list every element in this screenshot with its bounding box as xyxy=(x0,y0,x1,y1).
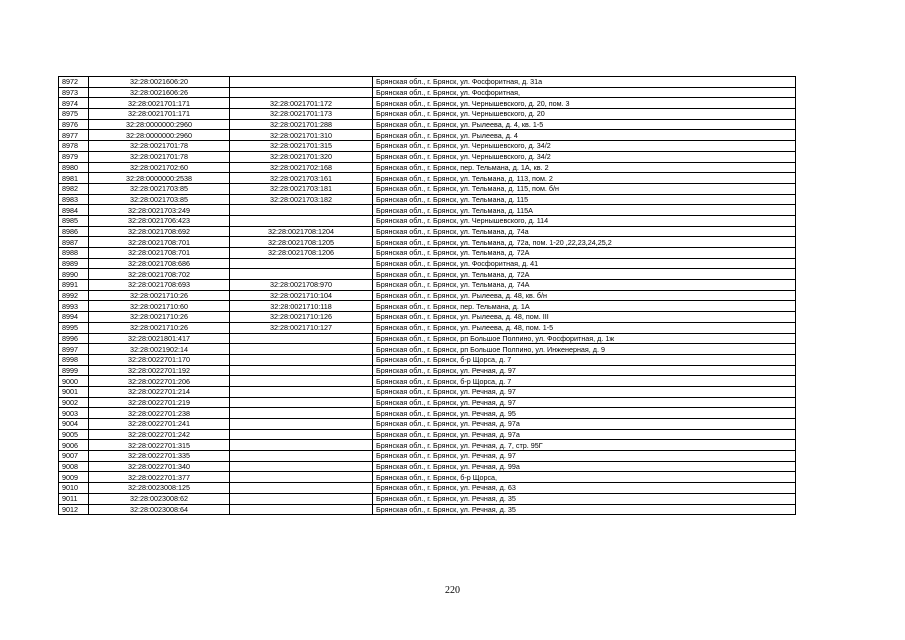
table-row xyxy=(59,130,796,141)
row-number-cell: 8980 xyxy=(59,162,89,173)
table-row xyxy=(59,248,796,259)
cadastral-number-cell: 32:28:0022701:335 xyxy=(89,451,230,462)
row-number-cell: 8975 xyxy=(59,109,89,120)
address-cell: Брянская обл., г. Брянск, ул. Тельмана, д. 72А xyxy=(373,269,796,280)
table-row xyxy=(59,194,796,205)
linked-cadastral-number-cell: 32:28:0021703:182 xyxy=(230,194,373,205)
row-number-cell: 8999 xyxy=(59,365,89,376)
page-number: 220 xyxy=(445,585,460,596)
table-row xyxy=(59,354,796,365)
linked-cadastral-number-cell: 32:28:0021701:315 xyxy=(230,141,373,152)
linked-cadastral-number-cell xyxy=(230,354,373,365)
cadastral-number-cell: 32:28:0023008:125 xyxy=(89,483,230,494)
address-cell: Брянская обл., г. Брянск, ул. Речная, д. 7, стр. 95Г xyxy=(373,440,796,451)
table-row xyxy=(59,205,796,216)
cadastral-number-cell: 32:28:0021708:693 xyxy=(89,280,230,291)
linked-cadastral-number-cell xyxy=(230,440,373,451)
cadastral-number-cell: 32:28:0022701:242 xyxy=(89,429,230,440)
linked-cadastral-number-cell: 32:28:0021710:126 xyxy=(230,312,373,323)
address-cell: Брянская обл., г. Брянск, ул. Тельмана, д. 74А xyxy=(373,280,796,291)
address-cell: Брянская обл., г. Брянск, ул. Речная, д. 97а xyxy=(373,419,796,430)
row-number-cell: 8996 xyxy=(59,333,89,344)
row-number-cell: 9011 xyxy=(59,493,89,504)
cadastral-number-cell: 32:28:0021703:249 xyxy=(89,205,230,216)
table-row xyxy=(59,87,796,98)
cadastral-number-cell: 32:28:0021606:26 xyxy=(89,87,230,98)
address-cell: Брянская обл., г. Брянск, ул. Тельмана, д. 115, пом. б/н xyxy=(373,183,796,194)
row-number-cell: 8972 xyxy=(59,77,89,88)
linked-cadastral-number-cell xyxy=(230,365,373,376)
table-row xyxy=(59,451,796,462)
cadastral-number-cell: 32:28:0022701:340 xyxy=(89,461,230,472)
table-row xyxy=(59,333,796,344)
linked-cadastral-number-cell xyxy=(230,258,373,269)
cadastral-number-cell: 32:28:0021606:20 xyxy=(89,77,230,88)
table-row xyxy=(59,312,796,323)
cadastral-number-cell: 32:28:0022701:315 xyxy=(89,440,230,451)
linked-cadastral-number-cell xyxy=(230,386,373,397)
cadastral-number-cell: 32:28:0021710:26 xyxy=(89,312,230,323)
row-number-cell: 9000 xyxy=(59,376,89,387)
address-cell: Брянская обл., г. Брянск, б-р Щорса, д. 7 xyxy=(373,354,796,365)
row-number-cell: 9009 xyxy=(59,472,89,483)
linked-cadastral-number-cell xyxy=(230,376,373,387)
table-row xyxy=(59,504,796,515)
row-number-cell: 8983 xyxy=(59,194,89,205)
cadastral-number-cell: 32:28:0021708:701 xyxy=(89,237,230,248)
registry-table-body xyxy=(59,77,796,515)
row-number-cell: 8992 xyxy=(59,290,89,301)
cadastral-number-cell: 32:28:0021701:171 xyxy=(89,109,230,120)
linked-cadastral-number-cell xyxy=(230,451,373,462)
row-number-cell: 8998 xyxy=(59,354,89,365)
table-row xyxy=(59,483,796,494)
cadastral-number-cell: 32:28:0022701:214 xyxy=(89,386,230,397)
address-cell: Брянская обл., г. Брянск, б-р Щорса, xyxy=(373,472,796,483)
linked-cadastral-number-cell xyxy=(230,77,373,88)
row-number-cell: 9003 xyxy=(59,408,89,419)
address-cell: Брянская обл., г. Брянск, ул. Речная, д. 97 xyxy=(373,451,796,462)
linked-cadastral-number-cell: 32:28:0021701:320 xyxy=(230,151,373,162)
address-cell: Брянская обл., г. Брянск, ул. Рылеева, д. 48, пом. III xyxy=(373,312,796,323)
linked-cadastral-number-cell xyxy=(230,461,373,472)
address-cell: Брянская обл., г. Брянск, пер. Тельмана, д. 1А xyxy=(373,301,796,312)
row-number-cell: 8997 xyxy=(59,344,89,355)
address-cell: Брянская обл., г. Брянск, ул. Речная, д. 99а xyxy=(373,461,796,472)
cadastral-number-cell: 32:28:0021708:701 xyxy=(89,248,230,259)
linked-cadastral-number-cell: 32:28:0021703:161 xyxy=(230,173,373,184)
cadastral-number-cell: 32:28:0022701:219 xyxy=(89,397,230,408)
address-cell: Брянская обл., г. Брянск, ул. Чернышевского, д. 34/2 xyxy=(373,151,796,162)
address-cell: Брянская обл., г. Брянск, ул. Речная, д. 95 xyxy=(373,408,796,419)
linked-cadastral-number-cell: 32:28:0021701:288 xyxy=(230,119,373,130)
row-number-cell: 8994 xyxy=(59,312,89,323)
table-row xyxy=(59,472,796,483)
row-number-cell: 8991 xyxy=(59,280,89,291)
row-number-cell: 8974 xyxy=(59,98,89,109)
row-number-cell: 8985 xyxy=(59,215,89,226)
cadastral-number-cell: 32:28:0000000:2538 xyxy=(89,173,230,184)
row-number-cell: 9012 xyxy=(59,504,89,515)
table-row xyxy=(59,237,796,248)
cadastral-number-cell: 32:28:0000000:2960 xyxy=(89,119,230,130)
table-row xyxy=(59,419,796,430)
cadastral-number-cell: 32:28:0021702:60 xyxy=(89,162,230,173)
cadastral-number-cell: 32:28:0023008:64 xyxy=(89,504,230,515)
address-cell: Брянская обл., г. Брянск, ул. Речная, д. 63 xyxy=(373,483,796,494)
address-cell: Брянская обл., г. Брянск, ул. Речная, д. 97 xyxy=(373,386,796,397)
row-number-cell: 9005 xyxy=(59,429,89,440)
table-row xyxy=(59,344,796,355)
cadastral-number-cell: 32:28:0021710:60 xyxy=(89,301,230,312)
row-number-cell: 8988 xyxy=(59,248,89,259)
linked-cadastral-number-cell: 32:28:0021708:1206 xyxy=(230,248,373,259)
linked-cadastral-number-cell: 32:28:0021703:181 xyxy=(230,183,373,194)
cadastral-number-cell: 32:28:0021902:14 xyxy=(89,344,230,355)
linked-cadastral-number-cell xyxy=(230,429,373,440)
address-cell: Брянская обл., г. Брянск, ул. Фосфоритная, xyxy=(373,87,796,98)
address-cell: Брянская обл., г. Брянск, б-р Щорса, д. 7 xyxy=(373,376,796,387)
linked-cadastral-number-cell xyxy=(230,483,373,494)
address-cell: Брянская обл., г. Брянск, ул. Тельмана, д. 113, пом. 2 xyxy=(373,173,796,184)
table-row xyxy=(59,280,796,291)
row-number-cell: 9004 xyxy=(59,419,89,430)
address-cell: Брянская обл., г. Брянск, рп Большое Полпино, ул. Фосфоритная, д. 1ж xyxy=(373,333,796,344)
cadastral-number-cell: 32:28:0022701:206 xyxy=(89,376,230,387)
table-row xyxy=(59,493,796,504)
linked-cadastral-number-cell: 32:28:0021708:1204 xyxy=(230,226,373,237)
address-cell: Брянская обл., г. Брянск, ул. Речная, д. 35 xyxy=(373,493,796,504)
table-row xyxy=(59,290,796,301)
row-number-cell: 9006 xyxy=(59,440,89,451)
cadastral-number-cell: 32:28:0021703:85 xyxy=(89,194,230,205)
cadastral-number-cell: 32:28:0021701:171 xyxy=(89,98,230,109)
row-number-cell: 8979 xyxy=(59,151,89,162)
cadastral-number-cell: 32:28:0021703:85 xyxy=(89,183,230,194)
property-registry-table xyxy=(58,76,796,515)
table-row xyxy=(59,226,796,237)
cadastral-number-cell: 32:28:0021706:423 xyxy=(89,215,230,226)
address-cell: Брянская обл., г. Брянск, ул. Рылеева, д. 48, кв. б/н xyxy=(373,290,796,301)
table-row xyxy=(59,301,796,312)
row-number-cell: 9007 xyxy=(59,451,89,462)
row-number-cell: 8995 xyxy=(59,322,89,333)
address-cell: Брянская обл., г. Брянск, ул. Чернышевского, д. 34/2 xyxy=(373,141,796,152)
cadastral-number-cell: 32:28:0022701:241 xyxy=(89,419,230,430)
linked-cadastral-number-cell xyxy=(230,215,373,226)
table-row xyxy=(59,98,796,109)
cadastral-number-cell: 32:28:0022701:170 xyxy=(89,354,230,365)
cadastral-number-cell: 32:28:0023008:62 xyxy=(89,493,230,504)
table-row xyxy=(59,386,796,397)
row-number-cell: 8973 xyxy=(59,87,89,98)
linked-cadastral-number-cell: 32:28:0021708:970 xyxy=(230,280,373,291)
address-cell: Брянская обл., г. Брянск, ул. Тельмана, д. 115 xyxy=(373,194,796,205)
table-row xyxy=(59,119,796,130)
table-row xyxy=(59,429,796,440)
address-cell: Брянская обл., г. Брянск, ул. Фосфоритная, д. 31а xyxy=(373,77,796,88)
cadastral-number-cell: 32:28:0021710:26 xyxy=(89,290,230,301)
linked-cadastral-number-cell: 32:28:0021701:172 xyxy=(230,98,373,109)
row-number-cell: 8987 xyxy=(59,237,89,248)
address-cell: Брянская обл., г. Брянск, ул. Чернышевского, д. 20, пом. 3 xyxy=(373,98,796,109)
cadastral-number-cell: 32:28:0021708:686 xyxy=(89,258,230,269)
linked-cadastral-number-cell xyxy=(230,87,373,98)
table-row xyxy=(59,376,796,387)
address-cell: Брянская обл., г. Брянск, пер. Тельмана, д. 1А, кв. 2 xyxy=(373,162,796,173)
table-row xyxy=(59,183,796,194)
table-row xyxy=(59,322,796,333)
address-cell: Брянская обл., г. Брянск, ул. Чернышевского, д. 114 xyxy=(373,215,796,226)
linked-cadastral-number-cell xyxy=(230,344,373,355)
cadastral-number-cell: 32:28:0021701:78 xyxy=(89,151,230,162)
table-row xyxy=(59,258,796,269)
cadastral-number-cell: 32:28:0022701:238 xyxy=(89,408,230,419)
table-row xyxy=(59,365,796,376)
address-cell: Брянская обл., г. Брянск, ул. Тельмана, д. 72А xyxy=(373,248,796,259)
linked-cadastral-number-cell xyxy=(230,419,373,430)
table-row xyxy=(59,440,796,451)
cadastral-number-cell: 32:28:0021708:702 xyxy=(89,269,230,280)
address-cell: Брянская обл., г. Брянск, ул. Речная, д. 35 xyxy=(373,504,796,515)
linked-cadastral-number-cell: 32:28:0021708:1205 xyxy=(230,237,373,248)
row-number-cell: 8990 xyxy=(59,269,89,280)
cadastral-number-cell: 32:28:0000000:2960 xyxy=(89,130,230,141)
cadastral-number-cell: 32:28:0021710:26 xyxy=(89,322,230,333)
address-cell: Брянская обл., г. Брянск, ул. Рылеева, д. 4, кв. 1-5 xyxy=(373,119,796,130)
cadastral-number-cell: 32:28:0021708:692 xyxy=(89,226,230,237)
row-number-cell: 8981 xyxy=(59,173,89,184)
address-cell: Брянская обл., г. Брянск, ул. Речная, д. 97а xyxy=(373,429,796,440)
address-cell: Брянская обл., г. Брянск, ул. Речная, д. 97 xyxy=(373,365,796,376)
row-number-cell: 8993 xyxy=(59,301,89,312)
address-cell: Брянская обл., г. Брянск, ул. Чернышевского, д. 20 xyxy=(373,109,796,120)
table-row xyxy=(59,109,796,120)
linked-cadastral-number-cell xyxy=(230,397,373,408)
row-number-cell: 8976 xyxy=(59,119,89,130)
linked-cadastral-number-cell xyxy=(230,472,373,483)
linked-cadastral-number-cell xyxy=(230,269,373,280)
address-cell: Брянская обл., г. Брянск, ул. Тельмана, д. 74а xyxy=(373,226,796,237)
linked-cadastral-number-cell: 32:28:0021710:127 xyxy=(230,322,373,333)
row-number-cell: 8977 xyxy=(59,130,89,141)
linked-cadastral-number-cell: 32:28:0021701:310 xyxy=(230,130,373,141)
table-row xyxy=(59,397,796,408)
linked-cadastral-number-cell xyxy=(230,205,373,216)
row-number-cell: 9001 xyxy=(59,386,89,397)
linked-cadastral-number-cell xyxy=(230,408,373,419)
table-row xyxy=(59,173,796,184)
table-row xyxy=(59,141,796,152)
table-row xyxy=(59,215,796,226)
address-cell: Брянская обл., г. Брянск, рп Большое Полпино, ул. Инженерная, д. 9 xyxy=(373,344,796,355)
table-row xyxy=(59,461,796,472)
address-cell: Брянская обл., г. Брянск, ул. Рылеева, д. 4 xyxy=(373,130,796,141)
linked-cadastral-number-cell: 32:28:0021702:168 xyxy=(230,162,373,173)
address-cell: Брянская обл., г. Брянск, ул. Речная, д. 97 xyxy=(373,397,796,408)
cadastral-number-cell: 32:28:0021801:417 xyxy=(89,333,230,344)
linked-cadastral-number-cell: 32:28:0021701:173 xyxy=(230,109,373,120)
table-row xyxy=(59,77,796,88)
row-number-cell: 8989 xyxy=(59,258,89,269)
table-row xyxy=(59,408,796,419)
cadastral-number-cell: 32:28:0022701:377 xyxy=(89,472,230,483)
linked-cadastral-number-cell xyxy=(230,493,373,504)
cadastral-number-cell: 32:28:0021701:78 xyxy=(89,141,230,152)
table-row xyxy=(59,162,796,173)
row-number-cell: 9010 xyxy=(59,483,89,494)
row-number-cell: 9002 xyxy=(59,397,89,408)
row-number-cell: 8982 xyxy=(59,183,89,194)
row-number-cell: 8978 xyxy=(59,141,89,152)
address-cell: Брянская обл., г. Брянск, ул. Рылеева, д. 48, пом. 1-5 xyxy=(373,322,796,333)
linked-cadastral-number-cell xyxy=(230,333,373,344)
address-cell: Брянская обл., г. Брянск, ул. Тельмана, д. 72а, пом. 1-20 ,22,23,24,25,2 xyxy=(373,237,796,248)
row-number-cell: 8986 xyxy=(59,226,89,237)
row-number-cell: 8984 xyxy=(59,205,89,216)
cadastral-number-cell: 32:28:0022701:192 xyxy=(89,365,230,376)
address-cell: Брянская обл., г. Брянск, ул. Фосфоритная, д. 41 xyxy=(373,258,796,269)
row-number-cell: 9008 xyxy=(59,461,89,472)
linked-cadastral-number-cell: 32:28:0021710:118 xyxy=(230,301,373,312)
table-row xyxy=(59,151,796,162)
linked-cadastral-number-cell: 32:28:0021710:104 xyxy=(230,290,373,301)
table-row xyxy=(59,269,796,280)
address-cell: Брянская обл., г. Брянск, ул. Тельмана, д. 115А xyxy=(373,205,796,216)
linked-cadastral-number-cell xyxy=(230,504,373,515)
